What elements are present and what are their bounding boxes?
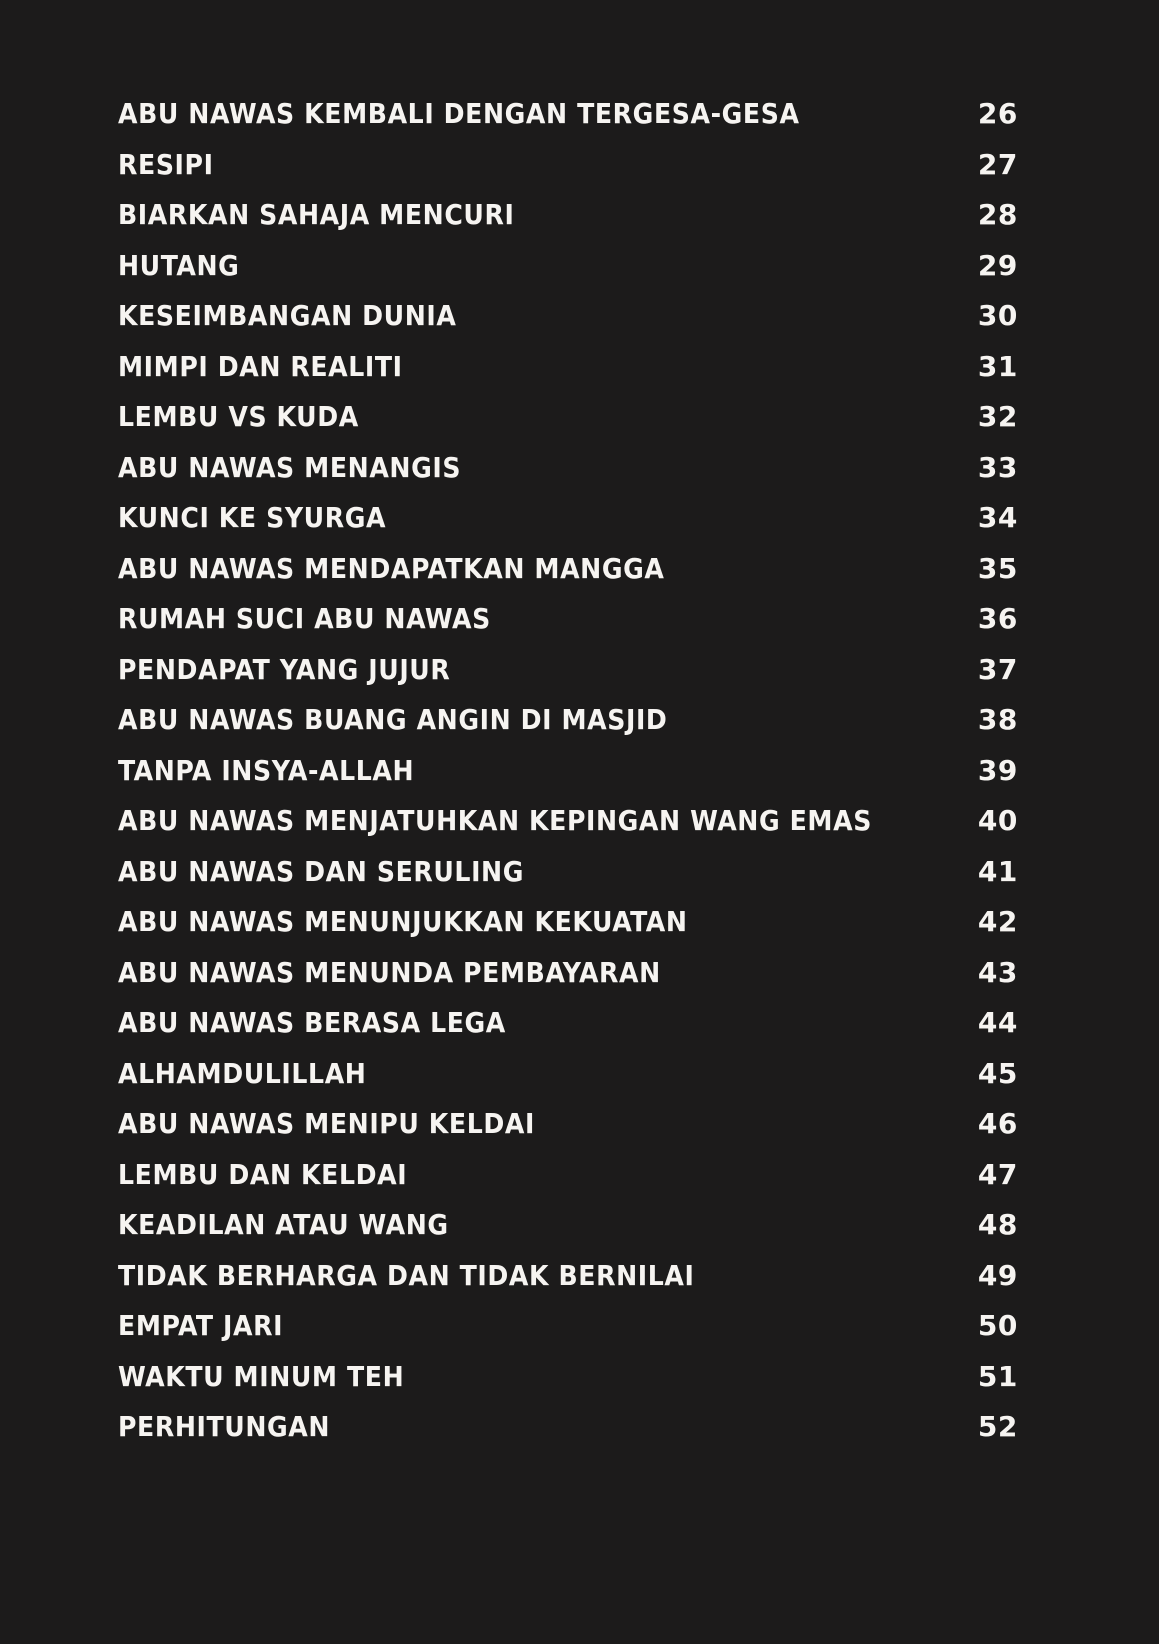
toc-entry-title: RUMAH SUCI ABU NAWAS [118, 602, 491, 635]
toc-entry-page-number: 44 [977, 1006, 1018, 1039]
toc-entry-title: TIDAK BERHARGA DAN TIDAK BERNILAI [118, 1258, 695, 1292]
toc-entry[interactable] [118, 905, 1018, 959]
toc-entry[interactable] [118, 955, 1018, 1010]
toc-entry[interactable] [118, 753, 1018, 808]
toc-entry-page-number: 30 [977, 299, 1018, 332]
toc-entry[interactable] [118, 349, 1018, 404]
toc-entry-page-number: 38 [977, 703, 1018, 736]
toc-entry-page-number: 48 [977, 1208, 1018, 1241]
toc-entry[interactable] [118, 1006, 1018, 1060]
toc-entry-title: KUNCI KE SYURGA [118, 501, 387, 534]
toc-entry[interactable] [118, 652, 1018, 707]
toc-entry-page-number: 46 [977, 1107, 1018, 1140]
toc-entry-page-number: 40 [977, 804, 1018, 837]
toc-entry-title: ABU NAWAS DAN SERULING [118, 854, 525, 888]
toc-entry-page-number: 32 [977, 400, 1018, 433]
toc-entry-title: LEMBU DAN KELDAI [118, 1157, 408, 1191]
toc-entry-page-number: 51 [977, 1359, 1018, 1393]
toc-entry[interactable] [118, 1410, 1018, 1464]
toc-entry-page-number: 39 [977, 753, 1018, 787]
toc-entry-page-number: 50 [977, 1309, 1018, 1342]
toc-entry-title: TANPA INSYA-ALLAH [118, 753, 415, 787]
toc-entry-title: LEMBU VS KUDA [118, 400, 359, 433]
toc-entry-title: MIMPI DAN REALITI [118, 349, 403, 383]
toc-entry-title: PENDAPAT YANG JUJUR [118, 652, 451, 686]
toc-entry-title: ABU NAWAS MENANGIS [118, 450, 462, 484]
toc-entry[interactable] [118, 198, 1018, 252]
toc-entry[interactable] [118, 854, 1018, 909]
toc-entry-page-number: 33 [977, 450, 1018, 484]
toc-entry-title: KEADILAN ATAU WANG [118, 1208, 449, 1241]
toc-entry-title: RESIPI [118, 147, 214, 181]
toc-entry-page-number: 43 [977, 955, 1018, 989]
toc-entry-title: EMPAT JARI [118, 1309, 284, 1342]
toc-entry[interactable] [118, 602, 1018, 656]
toc-entry-page-number: 29 [977, 248, 1018, 282]
toc-entry-page-number: 36 [977, 602, 1018, 635]
toc-entry-title: ABU NAWAS BERASA LEGA [118, 1006, 506, 1039]
toc-entry-title: ABU NAWAS MENUNDA PEMBAYARAN [118, 955, 661, 989]
toc-entry-page-number: 35 [977, 551, 1018, 585]
toc-entry[interactable] [118, 147, 1018, 202]
toc-entry-title: HUTANG [118, 248, 240, 282]
toc-entry-title: ABU NAWAS MENUNJUKKAN KEKUATAN [118, 905, 688, 938]
toc-entry-title: ALHAMDULILLAH [118, 1056, 367, 1090]
toc-entry-page-number: 42 [977, 905, 1018, 938]
toc-entry-page-number: 26 [977, 97, 1018, 130]
toc-entry[interactable] [118, 450, 1018, 505]
toc-entry-page-number: 37 [977, 652, 1018, 686]
toc-entry[interactable] [118, 1056, 1018, 1111]
toc-entry-title: ABU NAWAS MENIPU KELDAI [118, 1107, 535, 1140]
toc-entry[interactable] [118, 1309, 1018, 1363]
toc-entry[interactable] [118, 400, 1018, 454]
toc-entry-page-number: 47 [977, 1157, 1018, 1191]
toc-entry[interactable] [118, 501, 1018, 555]
table-of-contents [118, 97, 1018, 1464]
toc-entry-page-number: 27 [977, 147, 1018, 181]
toc-entry-page-number: 49 [977, 1258, 1018, 1292]
toc-entry-title: ABU NAWAS BUANG ANGIN DI MASJID [118, 703, 668, 736]
toc-entry[interactable] [118, 804, 1018, 858]
toc-entry-title: BIARKAN SAHAJA MENCURI [118, 198, 515, 231]
toc-entry[interactable] [118, 1258, 1018, 1313]
toc-entry[interactable] [118, 703, 1018, 757]
toc-entry[interactable] [118, 1208, 1018, 1262]
toc-entry[interactable] [118, 1359, 1018, 1414]
toc-entry-title: ABU NAWAS MENJATUHKAN KEPINGAN WANG EMAS [118, 804, 872, 837]
toc-entry-title: ABU NAWAS KEMBALI DENGAN TERGESA-GESA [118, 97, 800, 130]
toc-entry[interactable] [118, 551, 1018, 606]
toc-entry[interactable] [118, 299, 1018, 353]
toc-entry-page-number: 41 [977, 854, 1018, 888]
toc-entry-title: PERHITUNGAN [118, 1410, 331, 1443]
toc-entry-title: ABU NAWAS MENDAPATKAN MANGGA [118, 551, 665, 585]
toc-entry[interactable] [118, 1107, 1018, 1161]
toc-entry-page-number: 34 [977, 501, 1018, 534]
toc-entry[interactable] [118, 1157, 1018, 1212]
toc-entry-title: KESEIMBANGAN DUNIA [118, 299, 457, 332]
toc-entry-page-number: 45 [977, 1056, 1018, 1090]
toc-entry-page-number: 28 [977, 198, 1018, 231]
toc-entry-title: WAKTU MINUM TEH [118, 1359, 405, 1393]
toc-entry-page-number: 31 [977, 349, 1018, 383]
toc-entry[interactable] [118, 97, 1018, 151]
toc-entry-page-number: 52 [977, 1410, 1018, 1443]
toc-entry[interactable] [118, 248, 1018, 303]
